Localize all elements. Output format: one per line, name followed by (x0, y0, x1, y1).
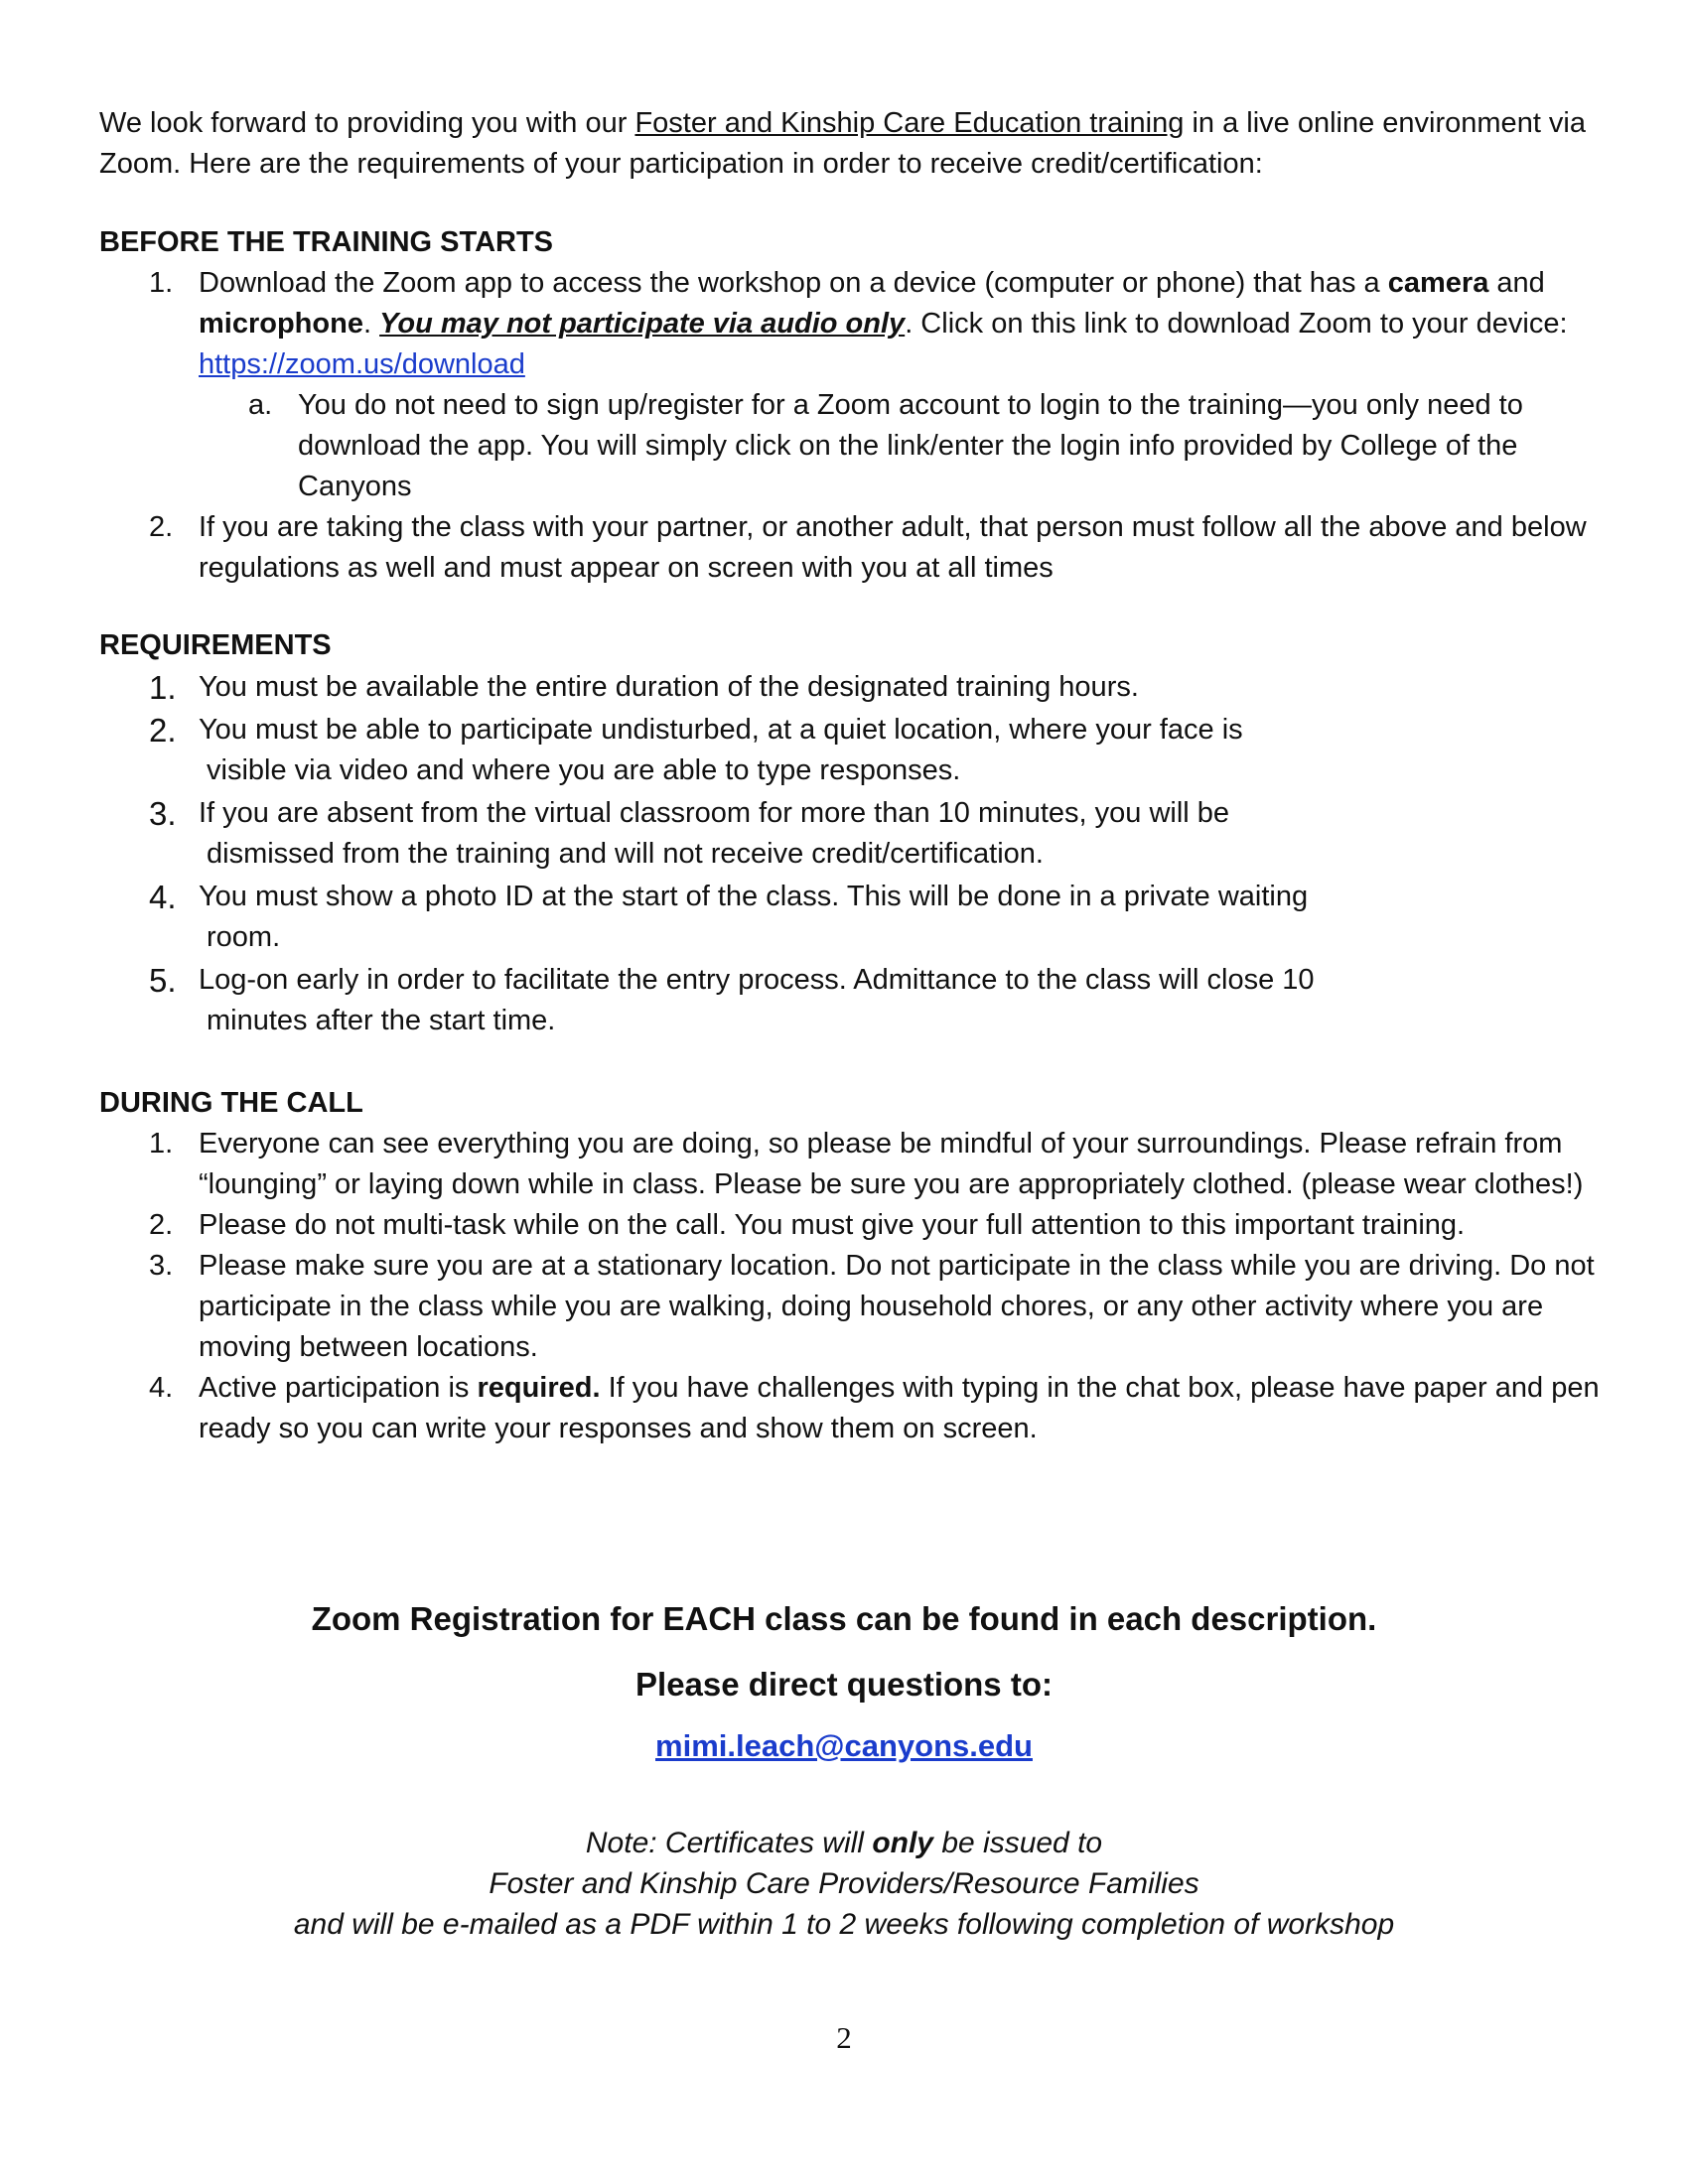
item-text: You must be available the entire duration of the designated training hours. (199, 671, 1139, 703)
item-text: If you have challenges with typing in the chat box, please have paper and pen ready so you can write your responses and show them on screen. (199, 1372, 1600, 1444)
item-text-continued: visible via video and where you are able to type responses. (207, 754, 961, 786)
subitem-letter: a. (248, 389, 273, 421)
item-text: . Click on this link to download Zoom to your device: (905, 308, 1568, 340)
note-line-3: and will be e-mailed as a PDF within 1 to 2 weeks following completion of workshop (293, 1908, 1395, 1941)
list-item (99, 1124, 1609, 1205)
item-number: 1. (149, 1128, 174, 1160)
item-text: You must show a photo ID at the start of the class. This will be done in a private waiting (199, 881, 1309, 912)
item-number: 2. (149, 1209, 174, 1241)
list-item (99, 1205, 1609, 1246)
item-number: 4. (149, 1372, 174, 1404)
contact-email-link[interactable]: mimi.leach@canyons.edu (655, 1728, 1033, 1763)
during-heading: DURING THE CALL (99, 1087, 363, 1119)
item-text: Log-on early in order to facilitate the entry process. Admittance to the class will close 10 (199, 964, 1315, 996)
note-line-1 (0, 1823, 1688, 1863)
list-item (99, 1368, 1609, 1449)
item-text: If you are taking the class with your partner, or another adult, that person must follow all the above and below regulations as well and must appear on screen with you at all times (199, 511, 1587, 584)
questions-label: Please direct questions to: (635, 1666, 1053, 1703)
item-number: 2. (149, 511, 174, 543)
intro-paragraph (99, 103, 1609, 185)
intro-text-before: We look forward to providing you with our (99, 107, 635, 139)
before-list (99, 263, 1609, 589)
item-text: Please do not multi-task while on the call. You must give your full attention to this important training. (199, 1209, 1466, 1241)
note-text: Note: Certificates will (585, 1827, 873, 1859)
item-number: 5. (149, 962, 177, 999)
subitem-text: You do not need to sign up/register for a Zoom account to login to the training—you only need to download the app. You will simply click on the link/enter the login info provided by College of the Canyons (298, 389, 1523, 502)
item-number: 3. (149, 795, 177, 832)
note-line-2: Foster and Kinship Care Providers/Resource Families (489, 1867, 1199, 1900)
item-text-continued: minutes after the start time. (207, 1005, 556, 1036)
intro-text-after: in a live online environment via Zoom. Here are the requirements of your participation in order to receive credit/certification: (99, 107, 1587, 180)
item-text: . (362, 308, 380, 340)
microphone-text: microphone (199, 308, 363, 340)
list-item (99, 793, 1609, 875)
item-text-continued: dismissed from the training and will not receive credit/certification. (207, 838, 1044, 870)
item-text: Please make sure you are at a stationary location. Do not participate in the class while you are driving. Do not participate in the class while you are walking, doing household chores, or any other activity where you are moving between locations. (199, 1250, 1595, 1363)
camera-text: camera (1387, 267, 1489, 299)
training-link-text: Foster and Kinship Care Education training (634, 107, 1185, 139)
required-text: required. (477, 1372, 601, 1404)
item-number: 4. (149, 879, 177, 915)
before-heading: BEFORE THE TRAINING STARTS (99, 226, 554, 258)
during-list (99, 1124, 1609, 1449)
item-text: Everyone can see everything you are doing, so please be mindful of your surroundings. Please refrain from “lounging” or laying down while in class. Please be sure you are appropriately clothed. (please wear clothes!) (199, 1128, 1584, 1200)
list-item (99, 667, 1609, 708)
audio-only-warning: You may not participate via audio only (379, 308, 906, 340)
list-item (99, 877, 1609, 958)
item-text-continued: room. (207, 921, 281, 953)
list-item (99, 1246, 1609, 1368)
certificate-note (0, 1823, 1688, 1945)
registration-note: Zoom Registration for EACH class can be found in each description. (311, 1600, 1377, 1637)
item-number: 1. (149, 669, 177, 706)
item-number: 2. (149, 712, 177, 749)
list-item (99, 263, 1609, 385)
requirements-heading: REQUIREMENTS (99, 629, 332, 661)
list-item (99, 960, 1609, 1041)
list-item (99, 507, 1609, 589)
list-subitem (99, 385, 1609, 507)
page-number: 2 (836, 2020, 852, 2055)
item-text: Active participation is (199, 1372, 478, 1404)
contact-email-wrapper (0, 1728, 1688, 1764)
note-text: be issued to (932, 1827, 1103, 1859)
item-text: and (1488, 267, 1545, 299)
item-text: If you are absent from the virtual classroom for more than 10 minutes, you will be (199, 797, 1230, 829)
item-number: 1. (149, 267, 174, 299)
zoom-download-link[interactable]: https://zoom.us/download (199, 348, 525, 380)
item-text: You must be able to participate undisturbed, at a quiet location, where your face is (199, 714, 1243, 746)
item-text: Download the Zoom app to access the workshop on a device (computer or phone) that has a (199, 267, 1388, 299)
note-only: only (872, 1827, 933, 1859)
item-number: 3. (149, 1250, 174, 1282)
requirements-list (99, 667, 1609, 1043)
list-item (99, 710, 1609, 791)
